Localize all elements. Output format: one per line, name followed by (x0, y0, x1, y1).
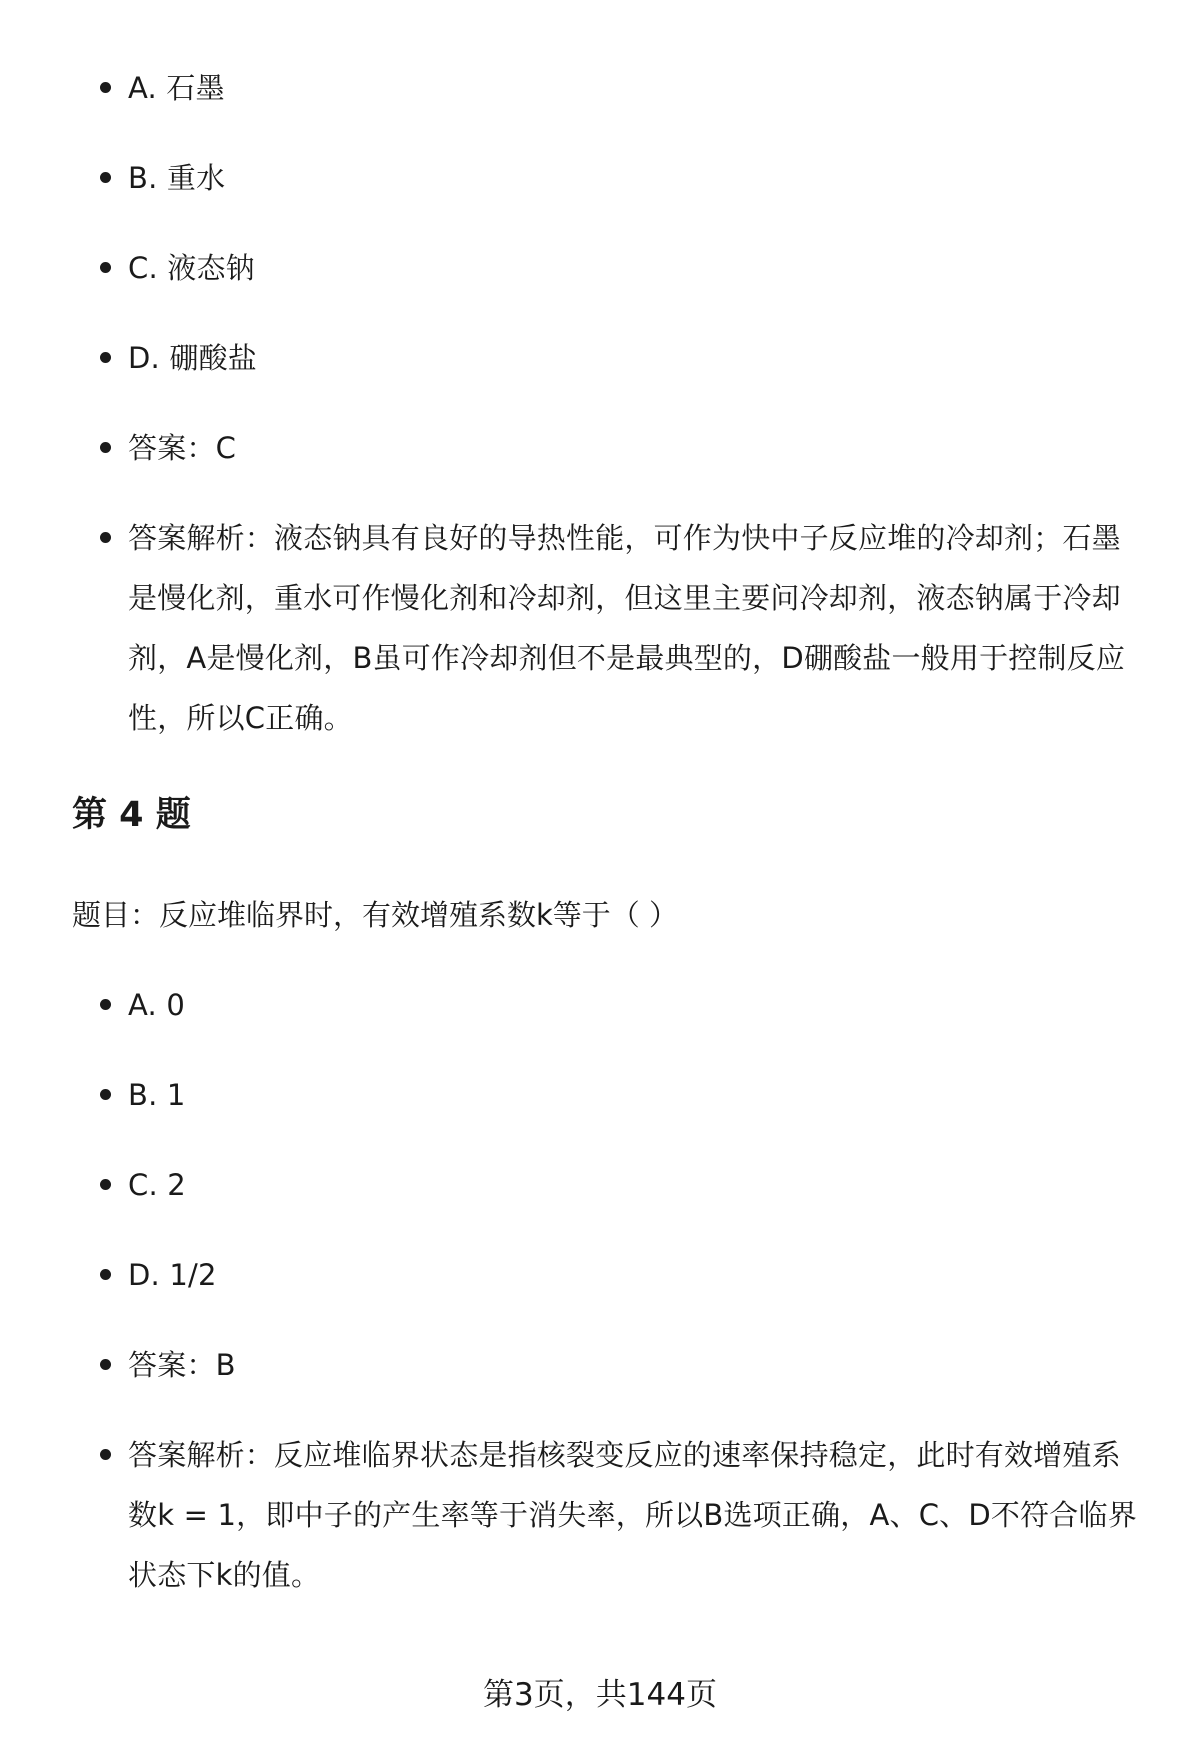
q4-answer: 答案：B (128, 1335, 1148, 1395)
page-number: 第3页，共144页 (483, 1677, 717, 1713)
question-4-text: 题目：反应堆临界时，有效增殖系数k等于（ ） (72, 898, 679, 932)
q3-option-d: D. 硼酸盐 (128, 328, 1148, 388)
q3-option-a: A. 石墨 (128, 58, 1148, 118)
q3-answer: 答案：C (128, 418, 1148, 478)
q4-explanation: 答案解析：反应堆临界状态是指核裂变反应的速率保持稳定，此时有效增殖系数k = 1，即中子的产生率等于消失率，所以B选项正确，A、C、D不符合临界状态下k的值。 (128, 1425, 1148, 1605)
question-4-heading: 第 4 题 (72, 795, 191, 835)
q4-option-d: D. 1/2 (128, 1245, 1148, 1305)
q4-option-a: A. 0 (128, 975, 1148, 1035)
q3-option-b: B. 重水 (128, 148, 1148, 208)
q3-option-c: C. 液态钠 (128, 238, 1148, 298)
q3-explanation: 答案解析：液态钠具有良好的导热性能，可作为快中子反应堆的冷却剂；石墨是慢化剂，重水可作慢化剂和冷却剂，但这里主要问冷却剂，液态钠属于冷却剂，A是慢化剂，B虽可作冷却剂但不是最典型的，D硼酸盐一般用于控制反应性，所以C正确。 (128, 508, 1148, 748)
q4-option-c: C. 2 (128, 1155, 1148, 1215)
q4-option-b: B. 1 (128, 1065, 1148, 1125)
